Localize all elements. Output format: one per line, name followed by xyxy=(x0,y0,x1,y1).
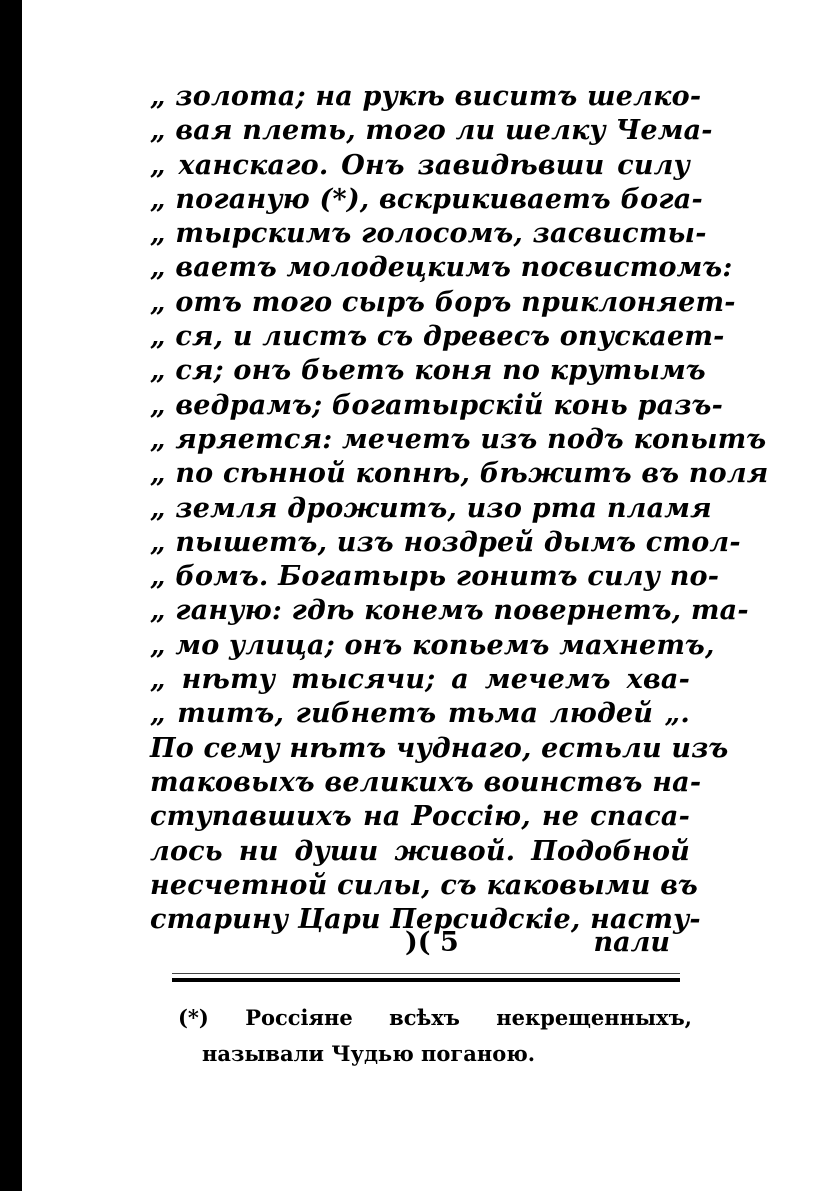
text-line: „ нѣту тысячи; а мечемъ хва- xyxy=(150,664,690,696)
text-line: „ ведрамъ; богатырскій конь разъ- xyxy=(150,389,723,421)
text-line: „ ся, и листъ съ древесъ опускает- xyxy=(150,321,725,353)
text-line: „ ганую: гдѣ конемъ повернетъ, та- xyxy=(150,595,749,627)
signature-line xyxy=(150,926,680,960)
footnote xyxy=(178,1000,698,1072)
text-line: старину Цари Персидскіе, насту- xyxy=(150,904,701,936)
text-line: „ пышетъ, изъ ноздрей дымъ стол- xyxy=(150,526,741,558)
text-line: „ отъ того сыръ боръ приклоняет- xyxy=(150,286,736,318)
text-line: „ бомъ. Богатырь гонитъ силу по- xyxy=(150,561,720,593)
text-line: „ титъ, гибнетъ тьма людей „. xyxy=(150,698,690,730)
catchword: пали xyxy=(593,927,670,958)
footnote-line: называли Чудью поганою. xyxy=(202,1041,536,1066)
footnote-rule-thin xyxy=(172,973,680,974)
signature-mark: )( 5 xyxy=(405,927,459,958)
footnote-rule xyxy=(172,978,680,982)
text-line: „ золота; на рукѣ виситъ шелко- xyxy=(150,81,702,112)
text-line: По сему нѣтъ чуднаго, естьли изъ xyxy=(150,732,729,764)
text-line: „ земля дрожитъ, изо рта пламя xyxy=(150,492,712,524)
text-line: лось ни души живой. Подобной xyxy=(150,835,690,867)
text-line: „ яряется: мечетъ изъ подъ копытъ xyxy=(150,423,767,455)
text-line: „ ваетъ молодецкимъ посвистомъ: xyxy=(150,252,733,284)
text-line: ступавшихъ на Россію, не спаса- xyxy=(150,801,690,833)
main-text xyxy=(150,80,769,937)
text-line: „ по сѣнной копнѣ, бѣжитъ въ поля xyxy=(150,458,769,490)
text-line: несчетной силы, съ каковыми въ xyxy=(150,869,698,901)
text-line: „ тырскимъ голосомъ, засвисты- xyxy=(150,218,707,250)
footnote-line: (*) Россіяне всѣхъ некрещенныхъ, xyxy=(178,1005,692,1030)
text-line: „ вая плеть, того ли шелку Чема- xyxy=(150,115,713,147)
text-line: „ ханскаго. Онъ завидѣвши силу xyxy=(150,149,690,181)
text-line: таковыхъ великихъ воинствъ на- xyxy=(150,766,702,798)
text-line: „ мо улица; онъ копьемъ махнетъ, xyxy=(150,629,715,661)
scan-edge-bar xyxy=(0,0,22,1191)
text-line: „ ся; онъ бьетъ коня по крутымъ xyxy=(150,355,706,387)
text-line: „ поганую (*), вскрикиваетъ бога- xyxy=(150,183,703,215)
